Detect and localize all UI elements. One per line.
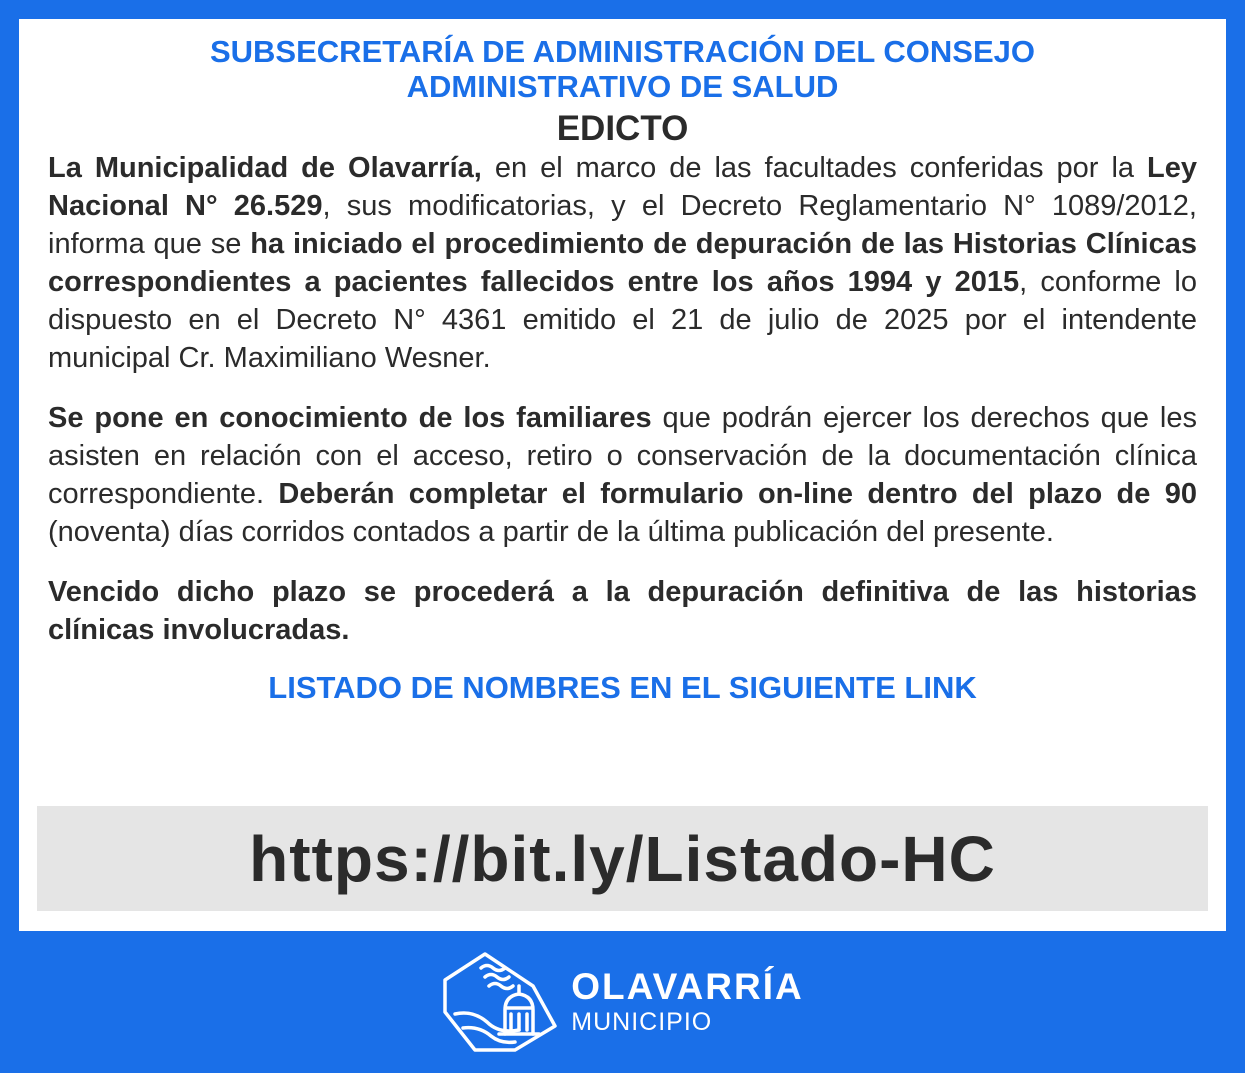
paragraph-intro (48, 149, 1197, 377)
listado-link-text: https://bit.ly/Listado-HC (249, 822, 996, 895)
paragraph-intro-bold-1: La Municipalidad de Olavarría, (48, 152, 482, 184)
logo-subtitle: MUNICIPIO (571, 1008, 713, 1036)
paragraph-notice-text-2: (noventa) días corridos contados a partir de la última publicación del presente. (48, 516, 1054, 548)
document-title: EDICTO (556, 109, 689, 148)
footer-brand (0, 931, 1245, 1073)
paragraph-notice-bold-2: Deberán completar el formulario on-line dentro del plazo de 90 (278, 478, 1197, 510)
agency-header (19, 34, 1226, 104)
edict-card (19, 19, 1226, 931)
logo-title: OLAVARRÍA (571, 966, 804, 1007)
paragraph-notice (48, 399, 1197, 551)
paragraph-deadline (48, 573, 1197, 649)
paragraph-intro-text-3: , conforme lo dispuesto en el Decreto N° 4361 emitido el 21 de julio de 2025 por el intendente municipal Cr. Maximiliano Wesner. (48, 266, 1197, 374)
paragraph-intro-text-1: en el marco de las facultades conferidas por la (481, 152, 1148, 184)
logo-wordmark (571, 967, 803, 1037)
agency-header-line1: SUBSECRETARÍA DE ADMINISTRACIÓN DEL CONSEJO (209, 34, 1035, 69)
paragraph-notice-text-1: que podrán ejercer los derechos que les asisten en relación con el acceso, retiro o conservación de la documentación clínica correspondiente. (48, 402, 1197, 510)
edict-body (19, 149, 1226, 649)
paragraph-notice-bold-1: Se pone en conocimiento de los familiares (48, 402, 652, 434)
olavarria-municipio-logo-icon (441, 950, 559, 1054)
names-list-cta: LISTADO DE NOMBRES EN EL SIGUIENTE LINK (268, 670, 977, 705)
paragraph-intro-bold-3: ha iniciado el procedimiento de depuración de las Historias Clínicas correspondientes a pacientes fallecidos entre los años 1994 y 2015 (48, 228, 1197, 298)
paragraph-deadline-bold: Vencido dicho plazo se procederá a la depuración definitiva de las historias clínicas involucradas. (48, 576, 1197, 646)
paragraph-intro-text-2: , sus modificatorias, y el Decreto Reglamentario N° 1089/2012, informa que se (48, 190, 1197, 260)
paragraph-intro-bold-2: Ley Nacional N° 26.529 (48, 152, 1197, 222)
agency-header-line2: ADMINISTRATIVO DE SALUD (406, 69, 839, 104)
listado-link[interactable] (37, 806, 1208, 911)
